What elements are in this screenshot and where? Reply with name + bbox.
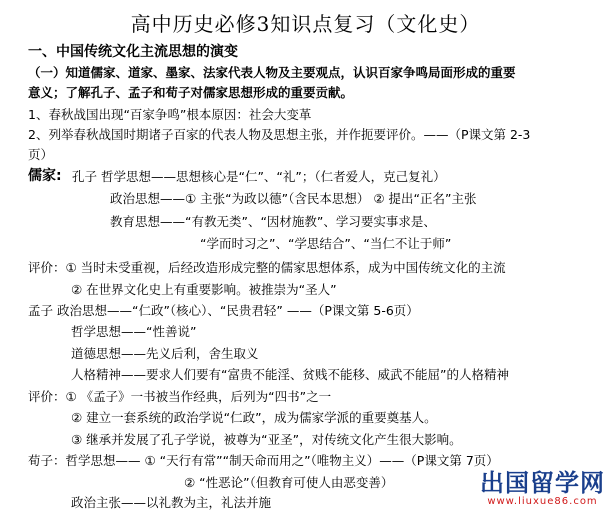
mengzi-evaluation-1: 评价：① 《孟子》一书被当作经典，后列为“四书”之一 bbox=[28, 389, 332, 404]
xunzi-politics: 政治主张——以礼教为主，礼法并施 bbox=[71, 495, 272, 510]
mengzi-personality: 人格精神——要求人们要有“富贵不能淫、贫贱不能移、威武不能屈”的人格精神 bbox=[71, 367, 509, 382]
mengzi-philosophy: 哲学思想——“性善说” bbox=[71, 324, 197, 339]
watermark-logo bbox=[480, 470, 605, 508]
subsection-heading-cont: 意义；了解孔子、孟子和荀子对儒家思想形成的重要贡献。 bbox=[28, 85, 354, 100]
subsection-heading: （一）知道儒家、道家、墨家、法家代表人物及主要观点，认识百家争鸣局面形成的重要 bbox=[28, 65, 516, 80]
point-1: 1、春秋战国出现“百家争鸣”根本原因：社会大变革 bbox=[28, 107, 312, 122]
xunzi-philosophy: 荀子：哲学思想—— ① “天行有常”“制天命而用之”（唯物主义）——（P课文第 7页） bbox=[28, 453, 499, 468]
kongzi-evaluation-1: 评价：① 当时未受重视，后经改造形成完整的儒家思想体系，成为中国传统文化的主流 bbox=[28, 260, 506, 275]
mengzi-evaluation-3: ③ 继承并发展了孔子学说，被尊为“亚圣”，对传统文化产生很大影响。 bbox=[71, 432, 462, 447]
page-title: 高中历史必修3知识点复习（文化史） bbox=[130, 12, 481, 36]
kongzi-philosophy: 孔子 哲学思想——思想核心是“仁”、“礼”；（仁者爱人，克己复礼） bbox=[72, 169, 446, 184]
point-2: 2、列举春秋战国时期诸子百家的代表人物及思想主张，并作扼要评价。——（P课文第 2-3 bbox=[28, 127, 531, 142]
point-2-cont: 页） bbox=[28, 147, 54, 162]
watermark-name: 出国留学网 bbox=[480, 469, 605, 497]
rujia-label: 儒家: bbox=[28, 168, 62, 184]
kongzi-education-cont: “学而时习之”、“学思结合”、“当仁不让于师” bbox=[200, 236, 452, 251]
kongzi-politics: 政治思想——① 主张“为政以德”（含民本思想） ② 提出“正名”主张 bbox=[110, 191, 477, 206]
kongzi-evaluation-2: ② 在世界文化史上有重要影响。被推崇为“圣人” bbox=[71, 282, 337, 297]
watermark-url: www.liuxue86.com bbox=[487, 496, 598, 507]
section-heading: 一、中国传统文化主流思想的演变 bbox=[28, 44, 238, 60]
kongzi-education: 教育思想——“有教无类”、“因材施教”、学习要实事求是、 bbox=[110, 214, 436, 229]
mengzi-morality: 道德思想——先义后利，舍生取义 bbox=[71, 346, 259, 361]
mengzi-evaluation-2: ② 建立一套系统的政治学说“仁政”，成为儒家学派的重要奠基人。 bbox=[71, 410, 437, 425]
xunzi-nature: ② “性恶论”（但教育可使人由恶变善） bbox=[184, 475, 394, 490]
mengzi-politics: 孟子 政治思想——“仁政”（核心）、“民贵君轻” ——（P课文第 5-6页） bbox=[28, 303, 419, 318]
